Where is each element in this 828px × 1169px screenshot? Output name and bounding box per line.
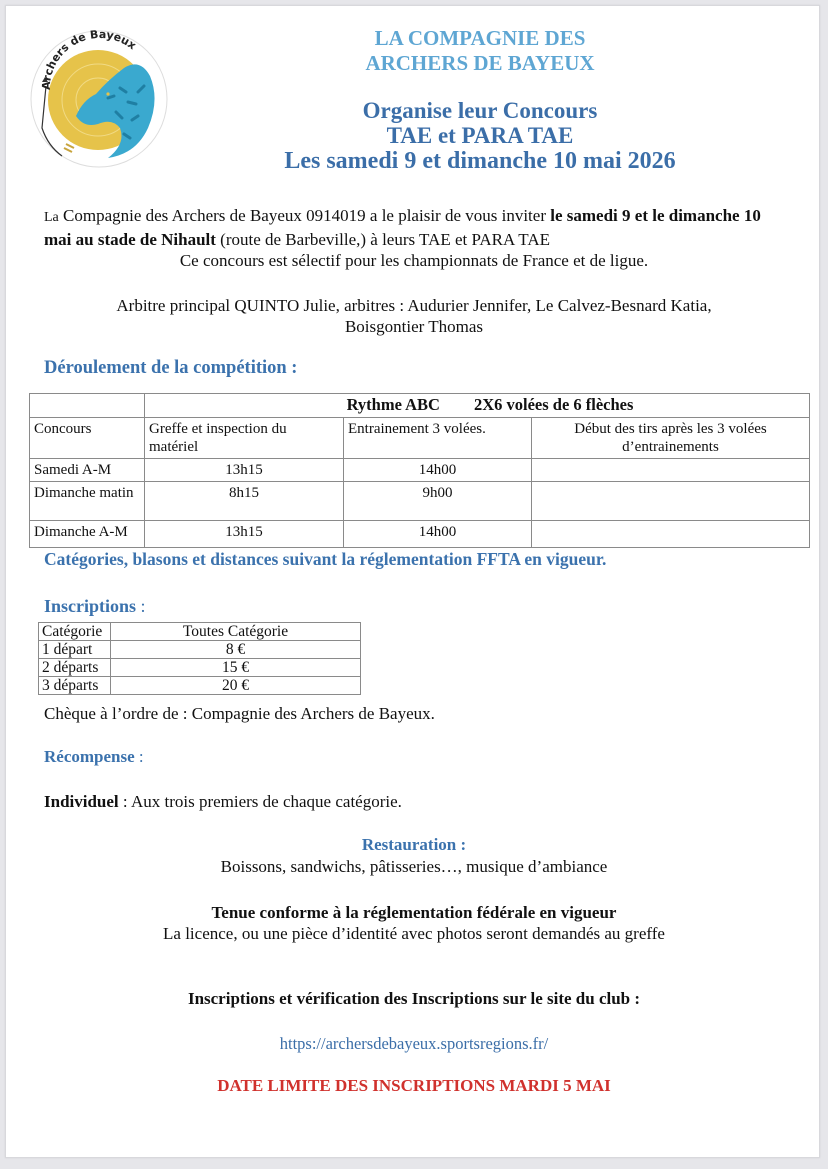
row-entrainement: 14h00 <box>344 521 532 548</box>
col-entrainement: Entrainement 3 volées. <box>344 418 532 459</box>
cheque-note: Chèque à l’ordre de : Compagnie des Archers de Bayeux. <box>44 704 435 723</box>
intro-la: La <box>44 210 59 225</box>
club-website-link[interactable]: https://archersdebayeux.sportsregions.fr/ <box>279 1034 549 1053</box>
subtitle-line-1: Organise leur Concours <box>362 98 598 123</box>
row-greffe: 13h15 <box>145 459 344 482</box>
ffta-rules-note: Catégories, blasons et distances suivant la réglementation FFTA en vigueur. <box>44 549 607 569</box>
fees-col-category: Catégorie <box>39 623 111 641</box>
schedule-columns-row <box>30 418 810 459</box>
registration-deadline: DATE LIMITE DES INSCRIPTIONS MARDI 5 MAI <box>217 1076 611 1095</box>
archers-de-bayeux-logo <box>28 28 170 170</box>
org-title-line-2: ARCHERS DE BAYEUX <box>365 51 595 75</box>
inscriptions-site-line: Inscriptions et vérification des Inscriptions sur le site du club : <box>187 989 641 1008</box>
table-row <box>30 459 810 482</box>
recompense-individuel <box>44 791 402 813</box>
row-entrainement: 9h00 <box>344 482 532 521</box>
row-entrainement: 14h00 <box>344 459 532 482</box>
individuel-text: : Aux trois premiers de chaque catégorie. <box>118 792 402 811</box>
intro-paragraph <box>44 205 789 250</box>
fee-label: 2 départs <box>39 659 111 677</box>
tenue-text: La licence, ou une pièce d’identité avec photos seront demandés au greffe <box>163 924 665 943</box>
recompense-colon: : <box>134 747 144 766</box>
restauration-text: Boissons, sandwichs, pâtisseries…, musique d’ambiance <box>220 857 608 876</box>
fee-price: 20 € <box>111 677 361 695</box>
row-greffe: 13h15 <box>145 521 344 548</box>
row-concours: Dimanche matin <box>30 482 145 521</box>
rhythm-label: Rythme ABC <box>346 395 440 414</box>
recompense-title: Récompense <box>44 747 135 766</box>
individuel-label: Individuel <box>44 792 119 811</box>
row-concours: Dimanche A-M <box>30 521 145 548</box>
fee-label: 3 départs <box>39 677 111 695</box>
fee-price: 8 € <box>111 641 361 659</box>
tenue-heading: Tenue conforme à la réglementation fédérale en vigueur <box>211 903 617 922</box>
col-greffe: Greffe et inspection du matériel <box>145 418 344 459</box>
col-debut: Début des tirs après les 3 volées d’entrainements <box>532 418 810 459</box>
inscriptions-colon: : <box>136 596 146 616</box>
org-title-line-1: LA COMPAGNIE DES <box>374 26 586 50</box>
row-greffe: 8h15 <box>145 482 344 521</box>
inscriptions-title: Inscriptions <box>44 596 137 616</box>
table-row <box>39 641 361 659</box>
document-page <box>5 5 820 1158</box>
col-concours: Concours <box>30 418 145 459</box>
fee-price: 15 € <box>111 659 361 677</box>
intro-bold-dates: le samedi 9 et le dimanche 10 mai au stade de Nihault <box>44 206 761 249</box>
subtitle-dates: Les samedi 9 et dimanche 10 mai 2026 <box>284 148 676 174</box>
intro-text-1: Compagnie des Archers de Bayeux 0914019 a le plaisir de vous inviter <box>58 206 551 225</box>
recompense-heading <box>44 747 144 767</box>
fees-header-row <box>39 623 361 641</box>
fee-label: 1 départ <box>39 641 111 659</box>
logo-text: Archers de Bayeux <box>39 28 139 91</box>
table-row <box>39 659 361 677</box>
table-row <box>30 482 810 521</box>
row-debut <box>532 459 810 482</box>
schedule-table <box>29 393 810 548</box>
row-concours: Samedi A-M <box>30 459 145 482</box>
empty-cell <box>30 394 145 418</box>
restauration-heading: Restauration : <box>361 835 467 854</box>
schedule-header-row <box>30 394 810 418</box>
volleys-label: 2X6 volées de 6 flèches <box>473 395 634 414</box>
fees-table <box>38 622 361 695</box>
inscriptions-heading <box>44 596 146 617</box>
schedule-heading: Déroulement de la compétition : <box>44 358 298 378</box>
referees-line-1: Arbitre principal QUINTO Julie, arbitres : Audurier Jennifer, Le Calvez-Besnard Katia, <box>116 296 712 315</box>
row-debut <box>532 482 810 521</box>
intro-text-2: (route de Barbeville,) à leurs TAE et PARA TAE <box>215 229 550 249</box>
subtitle-line-2: TAE et PARA TAE <box>386 123 574 148</box>
selective-note: Ce concours est sélectif pour les championnats de France et de ligue. <box>179 251 649 270</box>
rhythm-cell <box>145 394 810 418</box>
table-row <box>30 521 810 548</box>
referees-line-2: Boisgontier Thomas <box>344 317 484 336</box>
row-debut <box>532 521 810 548</box>
fees-col-all: Toutes Catégorie <box>111 623 361 641</box>
table-row <box>39 677 361 695</box>
